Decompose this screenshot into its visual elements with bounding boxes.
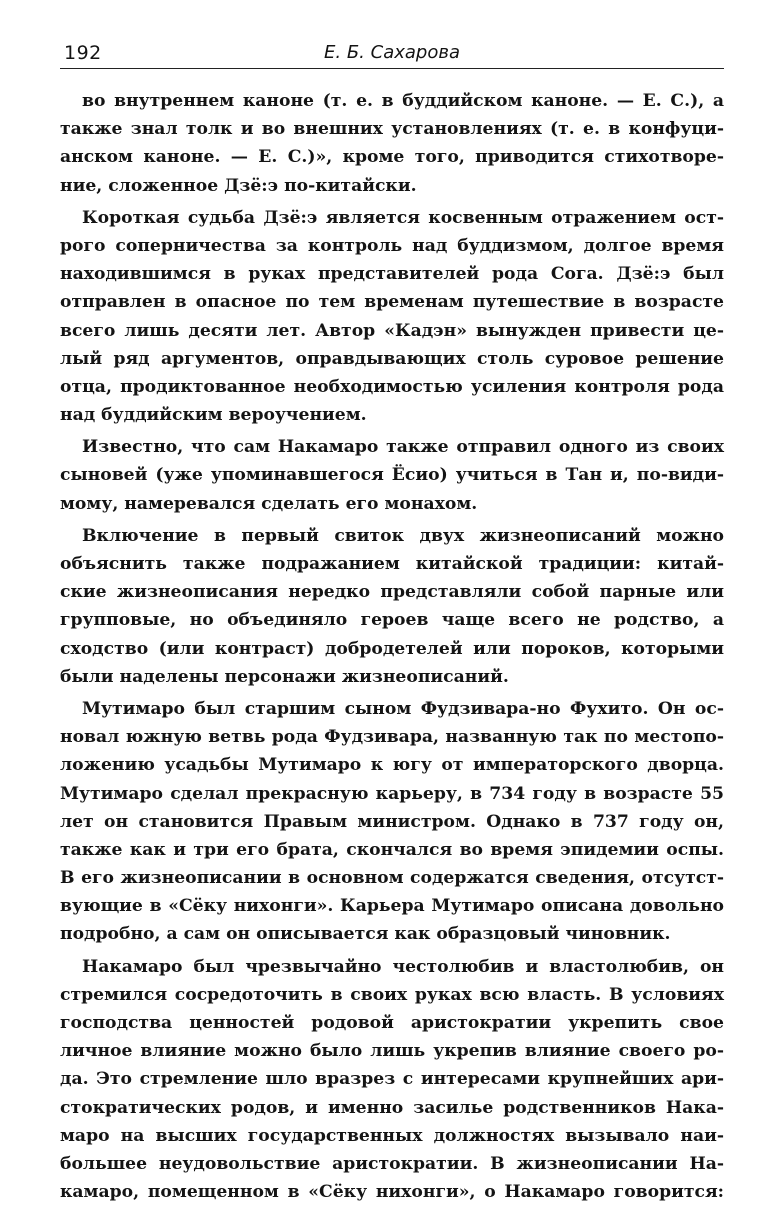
- text-line: Накамаро был чрезвычайно честолюбив и властолюбив, он: [82, 956, 724, 977]
- text-line: объяснить также подражанием китайской традиции: китай-: [60, 554, 724, 574]
- body-text: [60, 87, 724, 1206]
- text-line: личное влияние можно было лишь укрепив влияние своего ро-: [60, 1041, 724, 1062]
- text-line: лет он становится Правым министром. Однако в 737 году он,: [60, 811, 724, 832]
- text-line: над буддийским вероучением.: [60, 405, 367, 426]
- text-line: Мутимаро сделал прекрасную карьеру, в 734 году в возрасте 55: [60, 783, 724, 804]
- paragraph: [60, 522, 724, 691]
- text-line: да. Это стремление шло вразрез с интересами крупнейших ари-: [60, 1069, 724, 1090]
- text-line: всего лишь десяти лет. Автор «Кадэн» вынужден привести це-: [60, 320, 724, 341]
- text-line: Мутимаро был старшим сыном Фудзивара-но Фухито. Он ос-: [82, 698, 724, 719]
- text-line: вующие в «Сёку нихонги». Карьера Мутимаро описана довольно: [60, 896, 724, 917]
- text-line: маро на высших государственных должностях вызывало наи-: [60, 1125, 724, 1146]
- text-line: господства ценностей родовой аристократии укрепить свое: [60, 1013, 724, 1033]
- page-number: 192: [64, 42, 102, 64]
- text-line: мому, намеревался сделать его монахом.: [60, 493, 478, 514]
- text-line: были наделены персонажи жизнеописаний.: [60, 666, 509, 687]
- paragraph: [60, 953, 724, 1207]
- text-line: Включение в первый свиток двух жизнеописаний можно: [82, 525, 724, 546]
- text-line: во внутреннем каноне (т. е. в буддийском каноне. — Е. С.), а: [82, 91, 724, 111]
- text-line: сходство (или контраст) добродетелей или пороков, которыми: [60, 638, 724, 659]
- text-line: камаро, помещенном в «Сёку нихонги», о Накамаро говорится:: [60, 1182, 724, 1203]
- text-line: групповые, но объединяло героев чаще всего не родство, а: [60, 610, 724, 631]
- text-line: отправлен в опасное по тем временам путешествие в возрасте: [60, 292, 724, 313]
- text-line: подробно, а сам он описывается как образцовый чиновник.: [60, 924, 671, 945]
- text-line: также знал толк и во внешних установлениях (т. е. в конфуци-: [60, 119, 724, 140]
- text-line: новал южную ветвь рода Фудзивара, названную так по местопо-: [60, 727, 724, 748]
- paragraph: [60, 695, 724, 949]
- text-line: ложению усадьбы Мутимаро к югу от императорского дворца.: [60, 755, 724, 776]
- book-page: [60, 36, 724, 1210]
- text-line: Известно, что сам Накамаро также отправил одного из своих: [82, 437, 724, 458]
- text-line: лый ряд аргументов, оправдывающих столь суровое решение: [60, 348, 724, 369]
- text-line: рого соперничества за контроль над буддизмом, долгое время: [60, 235, 724, 256]
- paragraph: [60, 204, 724, 430]
- paragraph: [60, 433, 724, 518]
- text-line: стремился сосредоточить в своих руках всю власть. В условиях: [60, 984, 724, 1005]
- text-line: отца, продиктованное необходимостью усиления контроля рода: [60, 376, 724, 397]
- text-line: Короткая судьба Дзё:э является косвенным отражением ост-: [82, 207, 724, 228]
- page-header: [60, 36, 724, 69]
- paragraph: [60, 87, 724, 200]
- text-line: сыновей (уже упоминавшегося Ёсио) учиться в Тан и, по-види-: [60, 465, 724, 486]
- text-line: ские жизнеописания нередко представляли собой парные или: [60, 582, 724, 603]
- text-line: ние, сложенное Дзё:э по-китайски.: [60, 175, 417, 196]
- text-line: В его жизнеописании в основном содержатся сведения, отсутст-: [60, 868, 724, 889]
- text-line: большее неудовольствие аристократии. В жизнеописании На-: [60, 1153, 724, 1174]
- text-line: находившимся в руках представителей рода Сога. Дзё:э был: [60, 264, 724, 285]
- text-line: стократических родов, и именно засилье родственников Нака-: [60, 1097, 724, 1118]
- running-head: Е. Б. Сахарова: [324, 42, 460, 63]
- text-line: также как и три его брата, скончался во время эпидемии оспы.: [60, 839, 724, 860]
- text-line: анском каноне. — Е. С.)», кроме того, приводится стихотворе-: [60, 147, 724, 168]
